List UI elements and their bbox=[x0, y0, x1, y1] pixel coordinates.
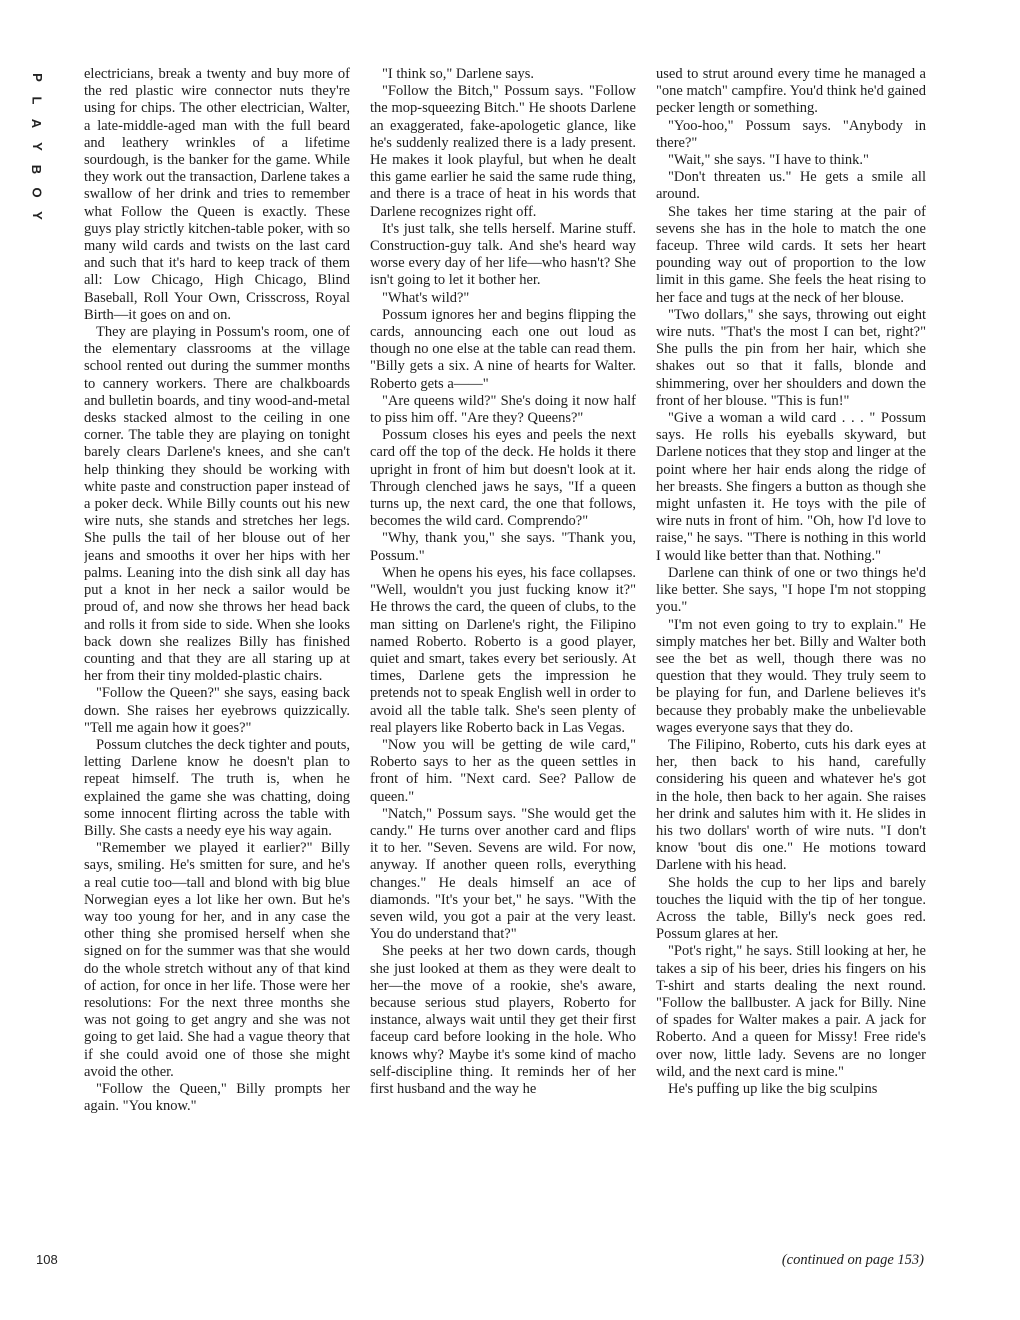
magazine-masthead-vertical bbox=[26, 66, 48, 227]
paragraph: "Two dollars," she says, throwing out eight wire nuts. "That's the most I can bet, right?" She pulls the pin from her hair, which she shakes out so that it falls, blonde and shimmering, over her shoulders and down the front of her blouse. "This is fun!" bbox=[656, 306, 926, 409]
masthead-letter: L bbox=[29, 96, 45, 105]
text-column-3 bbox=[656, 66, 926, 1278]
continued-note: (continued on page 153) bbox=[781, 1252, 924, 1268]
paragraph: "Natch," Possum says. "She would get the candy." He turns over another card and flips it to her. "Seven. Sevens are wild. For now, anyway. If another queen rolls, everything changes." He deals himself an ace of diamonds. "It's your bet," he says. "With the seven wild, you got a pair at the very least. You do understand that?" bbox=[370, 805, 636, 943]
paragraph: She holds the cup to her lips and barely touches the liquid with the tip of her tongue. Across the table, Billy's neck goes red. Possum glares at her. bbox=[656, 874, 926, 943]
masthead-letter: A bbox=[29, 118, 45, 129]
masthead-letter: P bbox=[29, 73, 45, 82]
paragraph: He's puffing up like the big sculpins bbox=[668, 1080, 878, 1097]
masthead-letter: Y bbox=[29, 211, 45, 220]
page-number: 108 bbox=[36, 1252, 58, 1267]
paragraph: Possum clutches the deck tighter and pouts, letting Darlene know he doesn't plan to repeat himself. The truth is, when he explained the game she was chatting, doing some innocent flirting across the table with Billy. She casts a needy eye his way again. bbox=[84, 736, 350, 839]
paragraph: "Remember we played it earlier?" Billy says, smiling. He's smitten for sure, and he's a real cutie too—tall and blond with big blue Norwegian eyes a lot like her own. But he's way too young for her, and in any case the other thing she promised herself when she signed on for the summer was that she would do the whole stretch without any of that kind of action, for once in her life. Those were her resolutions: For the next three months she was not going to get angry and she was not going to get laid. She had a vague theory that if she could avoid one of those she might avoid the other. bbox=[84, 840, 350, 1080]
paragraph: They are playing in Possum's room, one of the elementary classrooms at the village school rented out during the summer months to cannery workers. There are chalkboards and bulletin boards, and tiny wood-and-metal desks stacked almost to the ceiling in one corner. The table they are playing on tonight barely clears Darlene's knees, and she can't help thinking they should be working with white paste and construction paper instead of a poker deck. While Billy counts out his new wire nuts, she stands and stretches her legs. She pulls the tail of her blouse out of her jeans and smooths it over her hips with her palms. Leaning into the dish sink all day has put a knot in her neck a sailor would be proud of, and now she throws her head back and rolls it from side to side. When she looks back down she realizes Billy has finished counting and that they are all staring up at her from their tiny molded-plastic chairs. bbox=[84, 324, 350, 685]
paragraph: When he opens his eyes, his face collapses. "Well, wouldn't you just fucking know it?" He throws the card, the queen of clubs, to the man sitting on Darlene's right, the Filipino named Roberto. Roberto is a good player, quiet and smart, takes every bet seriously. At times, Darlene gets the impression he pretends not to speak English well in order to avoid all the table talk. She's seen plenty of real players like Roberto back in Las Vegas. bbox=[370, 564, 636, 736]
text-column-1 bbox=[84, 66, 350, 1278]
paragraph: "Now you will be getting de wile card," Roberto says to her as the queen settles in front of him. "Next card. See? Pallow de queen." bbox=[370, 736, 636, 805]
paragraph: "Why, thank you," she says. "Thank you, Possum." bbox=[370, 530, 636, 564]
paragraph: Possum closes his eyes and peels the next card off the top of the deck. He holds it there upright in front of him but doesn't look at it. Through clenched jaws he says, "If a queen turns up, the next card, the one that follows, becomes the wild card. Comprendo?" bbox=[370, 427, 636, 530]
paragraph: "Yoo-hoo," Possum says. "Anybody in there?" bbox=[656, 117, 926, 151]
paragraph: "Pot's right," he says. Still looking at her, he takes a sip of his beer, dries his fingers on his T-shirt and starts dealing the next round. "Follow the ballbuster. A jack for Billy. Nine of spades for Walter makes a pair. A jack for Roberto. And a queen for Missy! Free ride's over now, little lady. Sevens are no longer wild, and the next card is mine." bbox=[656, 943, 926, 1080]
paragraph: "Give a woman a wild card . . . " Possum says. He rolls his eyeballs skyward, but Darlene notices that they stop and linger at the point where her hair ends along the ridge of her breasts. She fingers a button as though she might unfasten it. He toys with the pile of wire nuts in front of him. "Oh, how I'd love to raise," he says. "There is nothing in this world I would like better than that. Nothing." bbox=[656, 410, 926, 564]
paragraph: electricians, break a twenty and buy more of the red plastic wire connector nuts they're using for chips. The other electrician, Walter, a late-middle-aged man with the full beard and leathery wrinkles of a lifetime sourdough, is the banker for the game. While they work out the transaction, Darlene takes a swallow of her drink and tries to remember what Follow the Queen is exactly. These guys play strictly kitchen-table poker, with so many wild cards and twists on the last card and such that it's hard to keep track of them all: Low Chicago, High Chicago, Blind Baseball, Roll Your Own, Crisscross, Royal Birth—it goes on and on. bbox=[84, 66, 350, 323]
paragraph: "Follow the Queen," Billy prompts her again. "You know." bbox=[84, 1080, 350, 1115]
paragraph: She takes her time staring at the pair of sevens she has in the hole to match the one faceup. Three wild cards. It sets her heart pounding way out of proportion to the low limit in this game. She feels the heat rising to her face and tugs at the neck of her blouse. bbox=[656, 203, 926, 306]
paragraph: "I'm not even going to try to explain." He simply matches her bet. Billy and Walter both see the bet as well, though there was no question that they would. They truly seem to be playing for fun, and Darlene believes it's because they probably make the unbelievable wages everyone says that they do. bbox=[656, 616, 926, 736]
paragraph: "Don't threaten us." He gets a smile all around. bbox=[656, 169, 926, 203]
paragraph: "Follow the Bitch," Possum says. "Follow the mop-squeezing Bitch." He shoots Darlene an exaggerated, fake-apologetic glance, like he's suddenly realized there is a lady present. He makes it look playful, but when he dealt this game earlier he said the same rude thing, and there is a trace of heat in his words that Darlene recognizes right off. bbox=[370, 83, 636, 220]
masthead-letter: B bbox=[29, 164, 45, 175]
paragraph: Darlene can think of one or two things he'd like better. She says, "I hope I'm not stopping you." bbox=[656, 564, 926, 616]
paragraph: She peeks at her two down cards, though she just looked at them as they were dealt to her—the move of a rookie, she's aware, because serious stud players, Roberto for instance, always wait until they get their first faceup card before looking in the hole. Who knows why? Maybe it's some kind of macho self-discipline thing. It reminds her of her first husband and the way he bbox=[370, 943, 636, 1097]
paragraph: "Are queens wild?" She's doing it now half to piss him off. "Are they? Queens?" bbox=[370, 392, 636, 427]
masthead-letter: O bbox=[29, 187, 45, 198]
paragraph: "What's wild?" bbox=[382, 289, 470, 306]
text-column-2 bbox=[370, 66, 636, 1278]
paragraph: "I think so," Darlene says. bbox=[382, 66, 534, 82]
paragraph: It's just talk, she tells herself. Marine stuff. Construction-guy talk. And she's heard way worse every day of her life—who hasn't? She isn't going to let it bother her. bbox=[370, 220, 636, 289]
paragraph: "Follow the Queen?" she says, easing back down. She raises her eyebrows quizzically. "Tell me again how it goes?" bbox=[84, 685, 350, 736]
paragraph: used to strut around every time he managed a "one match" campfire. You'd think he'd gained pecker length or something. bbox=[656, 66, 926, 117]
paragraph: Possum ignores her and begins flipping the cards, announcing each one out loud as though no one else at the table can read them. "Billy gets a six. A nine of hearts for Walter. Roberto gets a——" bbox=[370, 306, 636, 392]
paragraph: The Filipino, Roberto, cuts his dark eyes at her, then back to his hand, carefully considering his queen and whatever he's got in the hole, then back to her again. She raises her drink and salutes him with it. He slides in his two dollars' worth of wire nuts. "I don't know 'bout dis one." He motions toward Darlene with his head. bbox=[656, 736, 926, 874]
paragraph: "Wait," she says. "I have to think." bbox=[668, 152, 869, 169]
masthead-letter: Y bbox=[29, 142, 45, 151]
